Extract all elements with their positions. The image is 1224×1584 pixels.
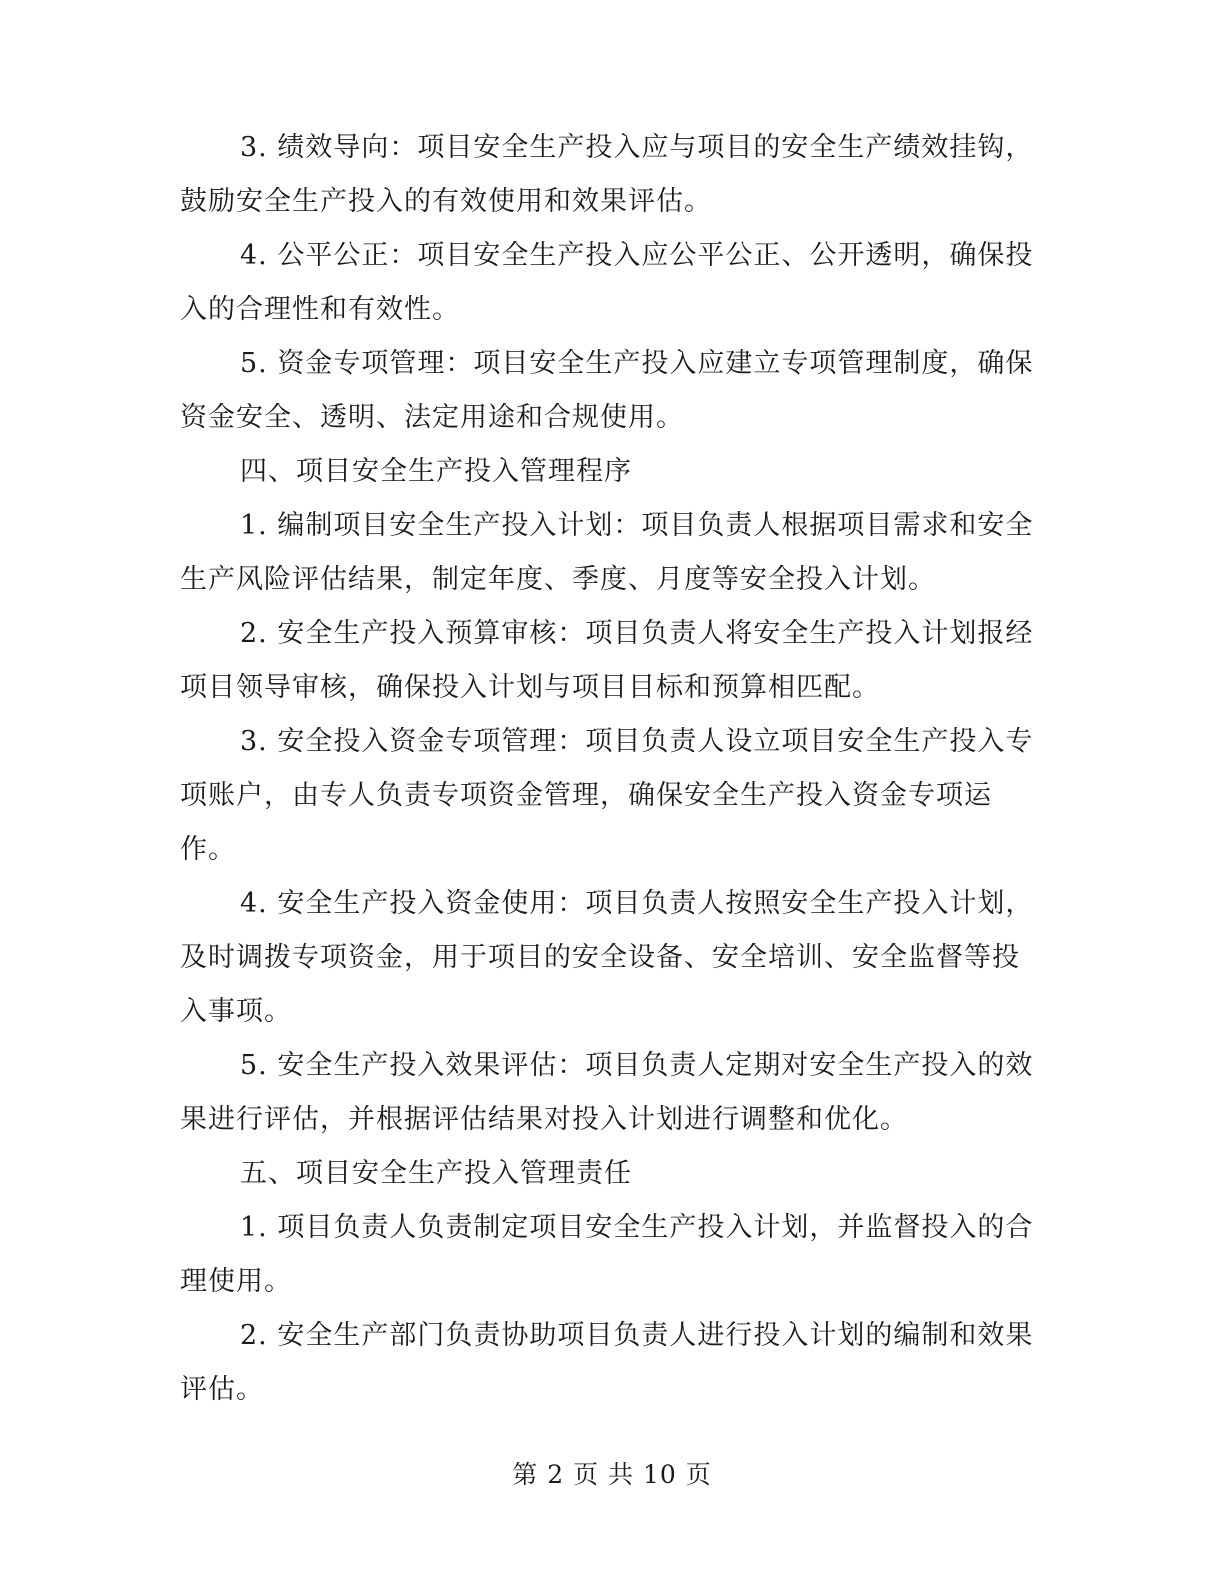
paragraph-line: 项账户，由专人负责专项资金管理，确保安全生产投入资金专项运 — [180, 780, 992, 811]
paragraph-line: 入事项。 — [180, 996, 292, 1027]
paragraph-line: 及时调拨专项资金，用于项目的安全设备、安全培训、安全监督等投 — [180, 942, 1020, 973]
paragraph-line: 1. 编制项目安全生产投入计划：项目负责人根据项目需求和安全 — [240, 510, 1034, 541]
paragraph-line: 3. 安全投入资金专项管理：项目负责人设立项目安全生产投入专 — [240, 726, 1034, 757]
page-number-footer: 第 2 页 共 10 页 — [512, 1460, 712, 1489]
paragraph-line: 项目领导审核，确保投入计划与项目目标和预算相匹配。 — [180, 672, 880, 703]
paragraph-line: 3. 绩效导向：项目安全生产投入应与项目的安全生产绩效挂钩， — [240, 132, 1034, 163]
paragraph-line: 鼓励安全生产投入的有效使用和效果评估。 — [180, 186, 712, 217]
paragraph-line: 5. 安全生产投入效果评估：项目负责人定期对安全生产投入的效 — [240, 1050, 1034, 1081]
paragraph-line: 4. 公平公正：项目安全生产投入应公平公正、公开透明，确保投 — [240, 240, 1034, 271]
paragraph-line: 入的合理性和有效性。 — [180, 294, 460, 325]
paragraph-line: 4. 安全生产投入资金使用：项目负责人按照安全生产投入计划， — [240, 888, 1034, 919]
paragraph-line: 果进行评估，并根据评估结果对投入计划进行调整和优化。 — [180, 1104, 908, 1135]
paragraph-line: 5. 资金专项管理：项目安全生产投入应建立专项管理制度，确保 — [240, 348, 1034, 379]
paragraph-line: 2. 安全生产投入预算审核：项目负责人将安全生产投入计划报经 — [240, 618, 1034, 649]
paragraph-line: 资金安全、透明、法定用途和合规使用。 — [180, 402, 684, 433]
paragraph-line: 评估。 — [180, 1374, 264, 1405]
paragraph-line: 2. 安全生产部门负责协助项目负责人进行投入计划的编制和效果 — [240, 1320, 1034, 1351]
section-heading: 五、项目安全生产投入管理责任 — [240, 1158, 632, 1189]
paragraph-line: 理使用。 — [180, 1266, 292, 1297]
section-heading: 四、项目安全生产投入管理程序 — [240, 456, 632, 487]
paragraph-line: 生产风险评估结果，制定年度、季度、月度等安全投入计划。 — [180, 564, 936, 595]
paragraph-line: 作。 — [180, 834, 236, 865]
paragraph-line: 1. 项目负责人负责制定项目安全生产投入计划，并监督投入的合 — [240, 1212, 1034, 1243]
